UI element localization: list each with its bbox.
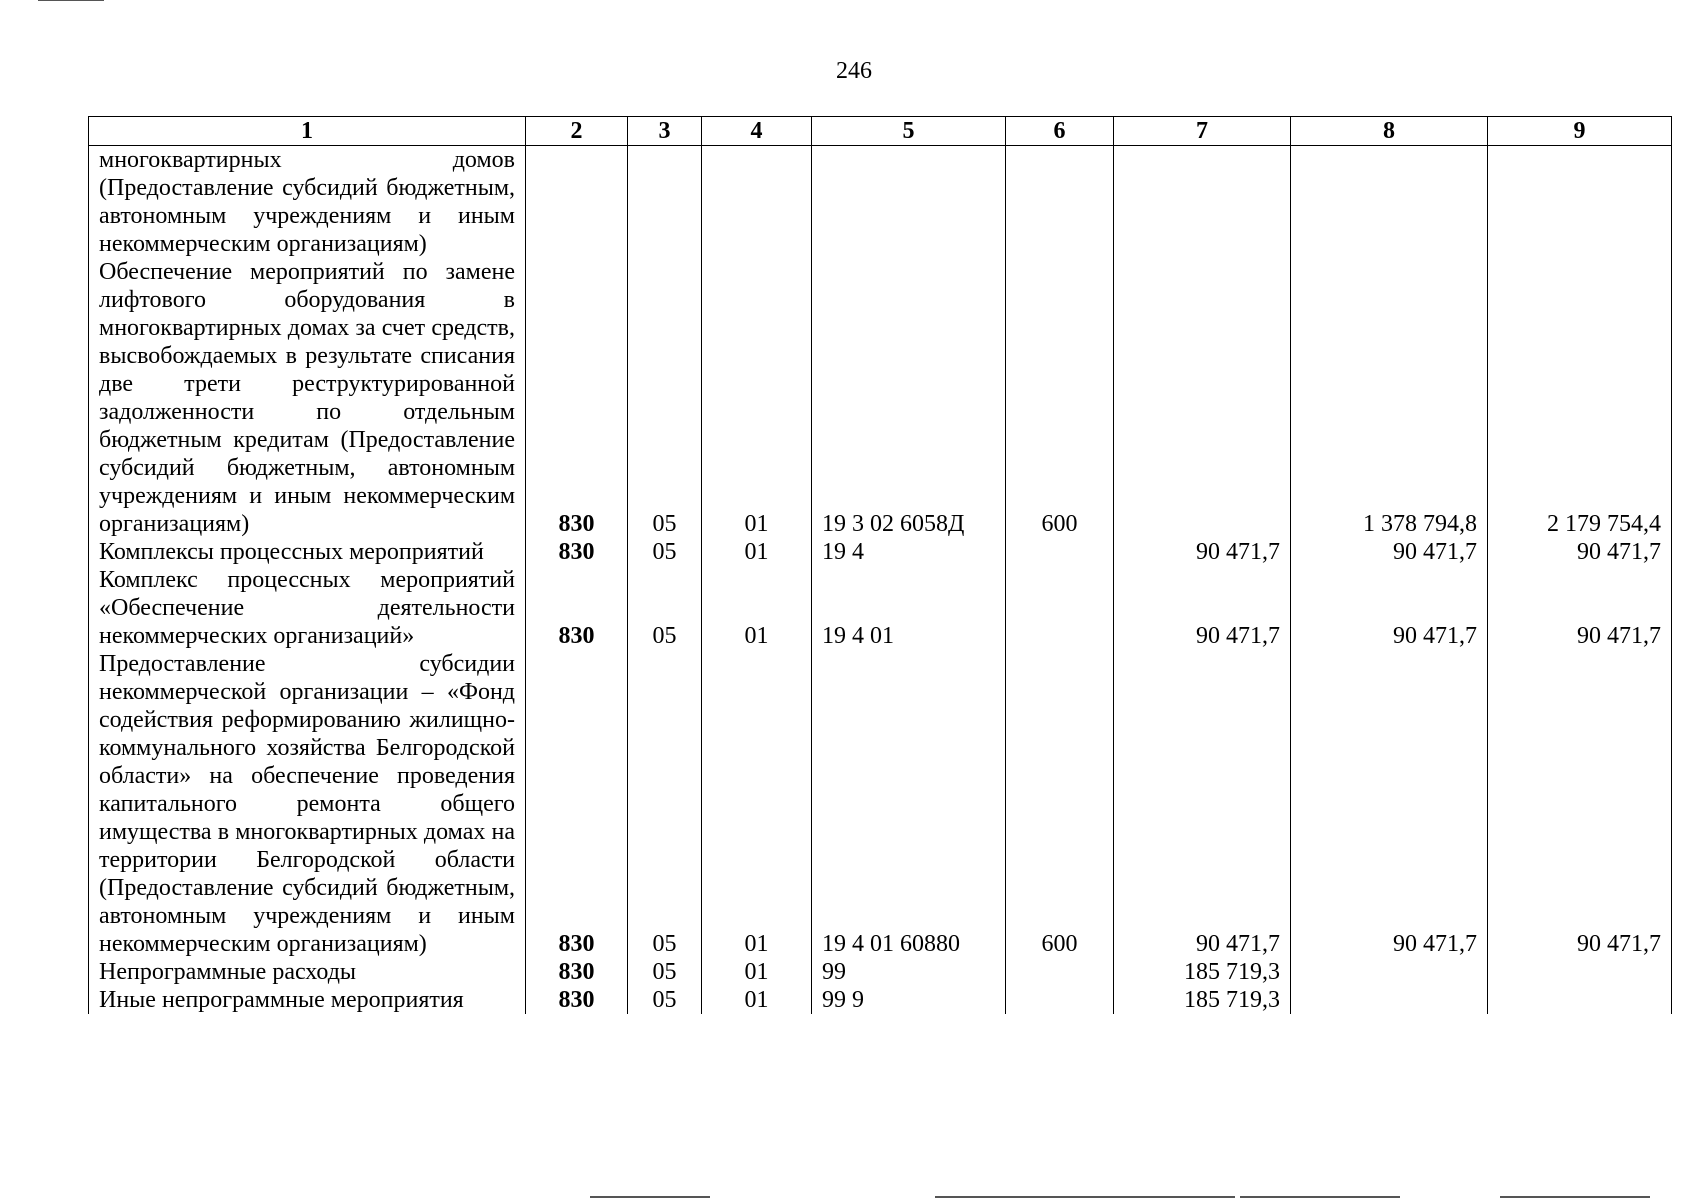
table-cell: 90 471,7 <box>1114 650 1291 958</box>
row-name: Предоставление субсидии некоммерческой организации – «Фонд содействия реформированию жилищно-коммунального хозяйства Белгородской области» на обеспечение проведения капитального ремонта общего имущества в многоквартирных домах на территории Белгородской области (Предоставление субсидий бюджетным, автономным учреждениям и иным некоммерческим организациям) <box>89 650 526 958</box>
table-cell <box>1006 958 1114 986</box>
column-header: 8 <box>1291 117 1488 146</box>
table-cell <box>1006 566 1114 650</box>
row-name: Непрограммные расходы <box>89 958 526 986</box>
table-cell <box>1488 146 1672 259</box>
table-cell: 830 <box>526 566 628 650</box>
scan-artifact-bottom <box>1500 1196 1650 1198</box>
table-cell: 90 471,7 <box>1114 566 1291 650</box>
column-header: 4 <box>702 117 812 146</box>
table-cell <box>1291 986 1488 1014</box>
table-cell <box>628 146 702 259</box>
table-row <box>89 538 1672 566</box>
column-header: 1 <box>89 117 526 146</box>
table-cell: 01 <box>702 650 812 958</box>
table-cell <box>526 146 628 259</box>
table-row <box>89 258 1672 538</box>
table-row <box>89 958 1672 986</box>
table-cell <box>1006 146 1114 259</box>
table-cell: 830 <box>526 986 628 1014</box>
table-cell: 90 471,7 <box>1291 566 1488 650</box>
table-cell <box>1291 146 1488 259</box>
table-cell: 05 <box>628 258 702 538</box>
row-name: Комплексы процессных мероприятий <box>89 538 526 566</box>
scan-artifact-bottom <box>1240 1196 1400 1198</box>
table-cell: 01 <box>702 958 812 986</box>
row-name: Комплекс процессных мероприятий «Обеспечение деятельности некоммерческих организаций» <box>89 566 526 650</box>
table-cell: 600 <box>1006 650 1114 958</box>
table-cell: 05 <box>628 538 702 566</box>
table-cell: 05 <box>628 958 702 986</box>
table-cell: 01 <box>702 258 812 538</box>
column-header: 2 <box>526 117 628 146</box>
table-cell: 19 4 01 60880 <box>812 650 1006 958</box>
table-cell <box>1488 986 1672 1014</box>
row-name: Иные непрограммные мероприятия <box>89 986 526 1014</box>
table-cell: 830 <box>526 538 628 566</box>
table-cell: 90 471,7 <box>1291 650 1488 958</box>
column-header: 6 <box>1006 117 1114 146</box>
row-name: Обеспечение мероприятий по замене лифтового оборудования в многоквартирных домах за счет средств, высвобождаемых в результате списания две трети реструктурированной задолженности по отдельным бюджетным кредитам (Предоставление субсидий бюджетным, автономным учреждениям и иным некоммерческим организациям) <box>89 258 526 538</box>
table-cell: 2 179 754,4 <box>1488 258 1672 538</box>
table-cell: 1 378 794,8 <box>1291 258 1488 538</box>
table-cell: 90 471,7 <box>1488 538 1672 566</box>
table-cell: 90 471,7 <box>1291 538 1488 566</box>
table-row <box>89 986 1672 1014</box>
column-header: 5 <box>812 117 1006 146</box>
table-cell: 99 <box>812 958 1006 986</box>
table-cell <box>1006 538 1114 566</box>
table-row <box>89 146 1672 259</box>
table-cell: 185 719,3 <box>1114 986 1291 1014</box>
table-cell: 01 <box>702 566 812 650</box>
table-cell: 01 <box>702 986 812 1014</box>
table-cell <box>1488 958 1672 986</box>
column-header: 3 <box>628 117 702 146</box>
table-header-row <box>89 117 1672 146</box>
budget-table <box>88 116 1672 1014</box>
table-cell: 19 4 01 <box>812 566 1006 650</box>
table-cell: 830 <box>526 650 628 958</box>
scan-artifact-bottom <box>590 1196 710 1198</box>
page-number: 246 <box>836 58 872 84</box>
table-cell <box>1291 958 1488 986</box>
table-cell <box>702 146 812 259</box>
row-name: многоквартирных домов (Предоставление субсидий бюджетным, автономным учреждениям и иным некоммерческим организациям) <box>89 146 526 259</box>
table-row <box>89 566 1672 650</box>
table-cell: 90 471,7 <box>1488 650 1672 958</box>
table-cell: 90 471,7 <box>1488 566 1672 650</box>
table-cell: 01 <box>702 538 812 566</box>
scan-artifact-top <box>38 0 104 1</box>
table-cell: 185 719,3 <box>1114 958 1291 986</box>
table-cell: 600 <box>1006 258 1114 538</box>
table-cell: 830 <box>526 958 628 986</box>
table-cell: 90 471,7 <box>1114 538 1291 566</box>
column-header: 9 <box>1488 117 1672 146</box>
column-header: 7 <box>1114 117 1291 146</box>
table-cell: 830 <box>526 258 628 538</box>
table-cell: 19 3 02 6058Д <box>812 258 1006 538</box>
table-cell: 05 <box>628 650 702 958</box>
scan-artifact-bottom <box>935 1196 1235 1198</box>
table-cell: 99 9 <box>812 986 1006 1014</box>
table-row <box>89 650 1672 958</box>
table-cell: 19 4 <box>812 538 1006 566</box>
table-cell <box>1114 146 1291 259</box>
table-cell: 05 <box>628 986 702 1014</box>
table-cell <box>1006 986 1114 1014</box>
table-cell <box>1114 258 1291 538</box>
table-cell: 05 <box>628 566 702 650</box>
table-cell <box>812 146 1006 259</box>
